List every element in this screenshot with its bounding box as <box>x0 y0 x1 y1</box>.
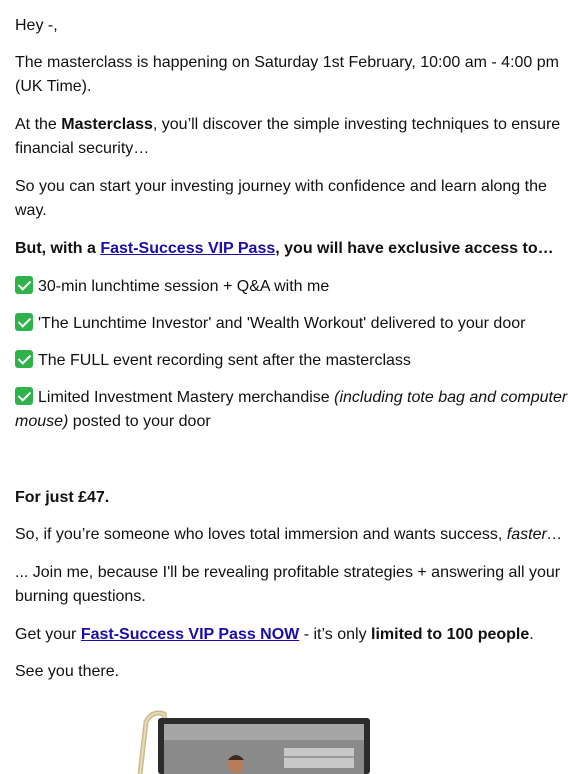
journey-paragraph: So you can start your investing journey with confidence and learn along the way. <box>15 178 547 219</box>
benefit-item <box>15 386 568 434</box>
screen-wall <box>164 724 364 740</box>
schedule-paragraph: The masterclass is happening on Saturday 1st February, 10:00 am - 4:00 pm (UK Time). <box>15 54 559 95</box>
vip-pass-now-link[interactable]: Fast-Success VIP Pass NOW <box>80 626 300 643</box>
intro-suffix: , you’ll discover the simple investing techniques to ensure financial security… <box>15 116 561 157</box>
benefit-text: Limited Investment Mastery merchandise <box>38 389 335 406</box>
check-mark-icon <box>15 350 33 368</box>
intro-prefix: At the <box>15 116 62 133</box>
vip-heading <box>15 237 568 261</box>
hero-image <box>118 708 370 774</box>
cta-bold: limited to 100 people <box>371 626 530 643</box>
intro-bold: Masterclass <box>61 116 153 133</box>
benefit-suffix: posted to your door <box>68 413 211 430</box>
benefit-item <box>15 312 568 336</box>
cta-middle: - it’s only <box>299 626 372 643</box>
signoff: See you there. <box>15 663 120 680</box>
benefit-item <box>15 275 568 299</box>
price-line: For just £47. <box>15 489 110 506</box>
vip-heading-prefix: But, with a <box>15 240 101 257</box>
cta-suffix: . <box>529 626 534 643</box>
check-mark-icon <box>15 313 33 331</box>
vip-pass-link[interactable]: Fast-Success VIP Pass <box>100 240 276 257</box>
benefit-italic: (including tote bag and computer mouse) <box>15 389 568 430</box>
benefit-text: 30-min lunchtime session + Q&A with me <box>38 278 330 295</box>
benefit-text: The FULL event recording sent after the masterclass <box>38 352 411 369</box>
immersion-prefix: So, if you’re someone who loves total immersion and wants success, <box>15 526 507 543</box>
check-mark-icon <box>15 276 33 294</box>
join-paragraph: ... Join me, because I'll be revealing profitable strategies + answering all your burning questions. <box>15 564 561 605</box>
check-mark-icon <box>15 387 33 405</box>
cta-paragraph <box>15 623 568 647</box>
intro-paragraph <box>15 113 568 161</box>
vip-heading-suffix: , you will have exclusive access to… <box>275 240 554 257</box>
benefit-item <box>15 349 568 373</box>
screen-window-bar <box>284 756 354 758</box>
greeting: Hey -, <box>15 17 58 34</box>
benefit-text: 'The Lunchtime Investor' and 'Wealth Workout' delivered to your door <box>38 315 526 332</box>
cta-prefix: Get your <box>15 626 81 643</box>
immersion-italic: faster… <box>506 526 563 543</box>
immersion-paragraph <box>15 523 568 547</box>
